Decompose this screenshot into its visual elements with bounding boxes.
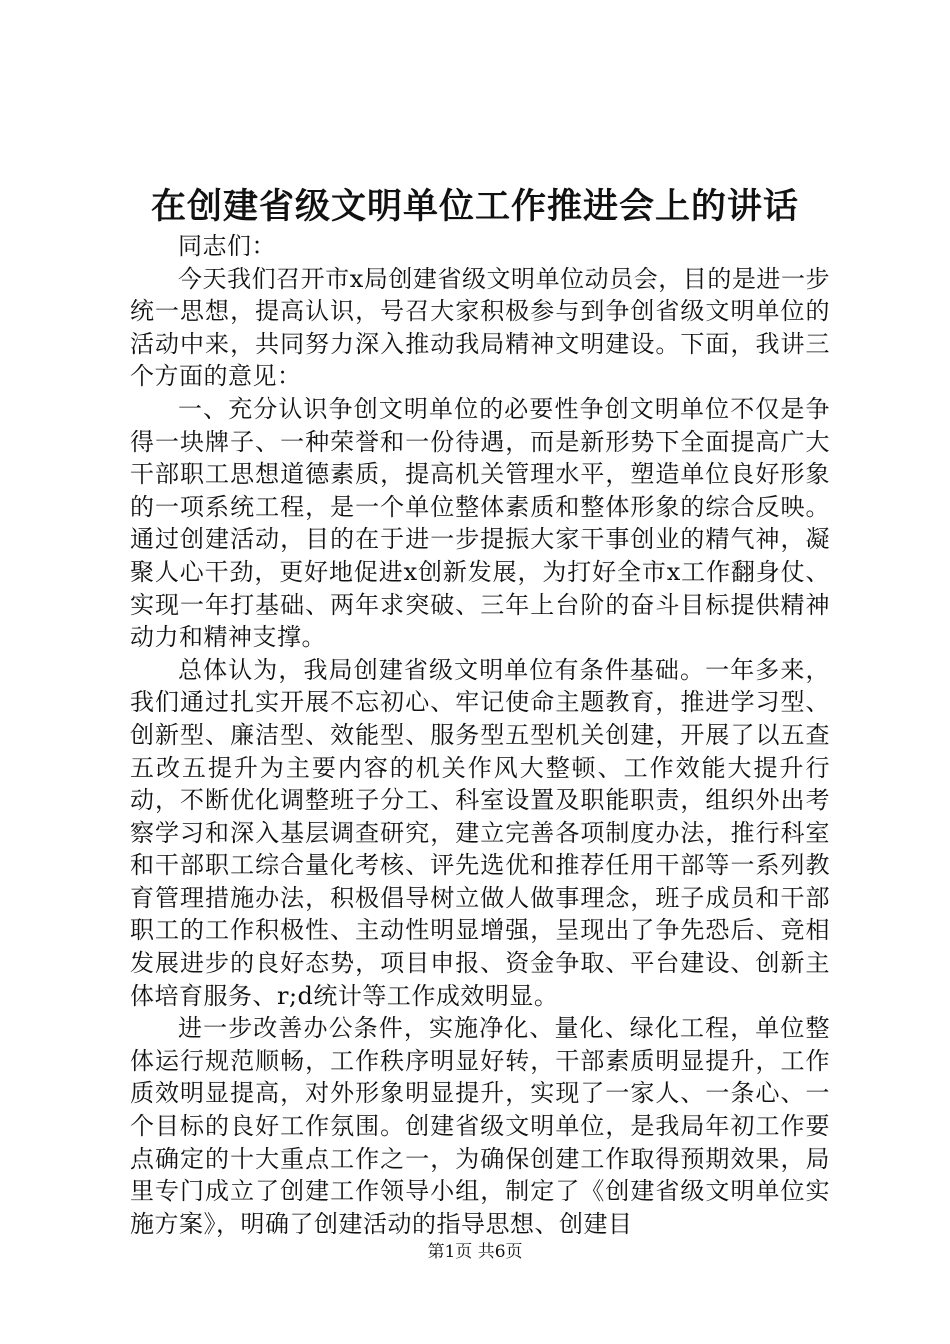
document-body	[130, 230, 830, 1240]
body-paragraph: 一、充分认识争创文明单位的必要性争创文明单位不仅是争得一块牌子、一种荣誉和一份待遇，而是新形势下全面提高广大干部职工思想道德素质，提高机关管理水平，塑造单位良好形象的一项系统工程，是一个单位整体素质和整体形象的综合反映。通过创建活动，目的在于进一步提振大家干事创业的精气神，凝聚人心干劲，更好地促进x创新发展，为打好全市x工作翻身仗、实现一年打基础、两年求突破、三年上台阶的奋斗目标提供精神动力和精神支撑。	[130, 394, 830, 652]
body-paragraph: 总体认为，我局创建省级文明单位有条件基础。一年多来，我们通过扎实开展不忘初心、牢记使命主题教育，推进学习型、创新型、廉洁型、效能型、服务型五型机关创建，开展了以五查五改五提升为主要内容的机关作风大整顿、工作效能大提升行动，不断优化调整班子分工、科室设置及职能职责，组织外出考察学习和深入基层调查研究，建立完善各项制度办法，推行科室和干部职工综合量化考核、评先选优和推荐任用干部等一系列教育管理措施办法，积极倡导树立做人做事理念，班子成员和干部职工的工作积极性、主动性明显增强，呈现出了争先恐后、竞相发展进步的良好态势，项目申报、资金争取、平台建设、创新主体培育服务、r;d统计等工作成效明显。	[130, 655, 830, 1010]
page-footer: 第1页 共6页	[427, 1242, 523, 1262]
body-paragraph: 进一步改善办公条件，实施净化、量化、绿化工程，单位整体运行规范顺畅，工作秩序明显好转，干部素质明显提升，工作质效明显提高，对外形象明显提升，实现了一家人、一条心、一个目标的良好工作氛围。创建省级文明单位，是我局年初工作要点确定的十大重点工作之一，为确保创建工作取得预期效果，局里专门成立了创建工作领导小组，制定了《创建省级文明单位实施方案》，明确了创建活动的指导思想、创建目	[130, 1014, 830, 1238]
body-paragraph: 今天我们召开市x局创建省级文明单位动员会，目的是进一步统一思想，提高认识，号召大家积极参与到争创省级文明单位的活动中来，共同努力深入推动我局精神文明建设。下面，我讲三个方面的意见：	[130, 264, 830, 391]
page-title: 在创建省级文明单位工作推进会上的讲话	[150, 186, 799, 227]
salutation-paragraph: 同志们：	[178, 232, 276, 260]
